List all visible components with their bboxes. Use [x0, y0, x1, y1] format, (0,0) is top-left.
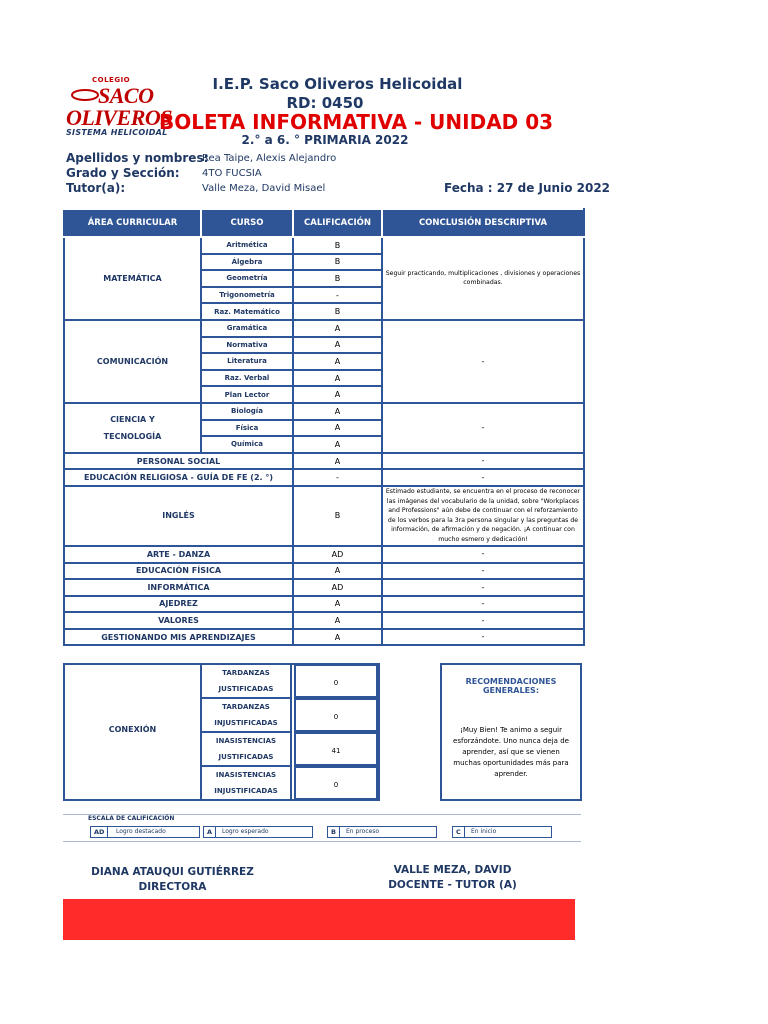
escala-item-a — [203, 826, 313, 838]
conexion-label: CONEXIÓN — [108, 725, 157, 734]
conexion-row-value: 0 — [294, 766, 378, 800]
table-row — [64, 469, 584, 486]
course-grade: - — [293, 287, 382, 304]
subject-personal-social: PERSONAL SOCIAL — [64, 453, 293, 470]
conclusion: - — [382, 629, 584, 646]
course-name: Química — [201, 436, 293, 453]
conclusion-comunicacion: - — [382, 320, 584, 403]
table-row — [64, 563, 584, 580]
course-grade: A — [293, 403, 382, 420]
school-name: I.E.P. Saco Oliveros Helicoidal — [212, 75, 463, 93]
table-row — [64, 596, 584, 613]
conclusion: - — [382, 469, 584, 486]
header-conclusion: CONCLUSIÓN DESCRIPTIVA — [382, 209, 584, 237]
conclusion: - — [382, 579, 584, 596]
conexion-row-line1: INASISTENCIAS — [215, 737, 277, 745]
tutor-label: Tutor(a): — [66, 181, 126, 195]
escala-code: C — [453, 827, 465, 837]
conclusion: - — [382, 563, 584, 580]
report-title: BOLETA INFORMATIVA - UNIDAD 03 — [159, 110, 554, 134]
course-grade: A — [293, 370, 382, 387]
conexion-row-name — [200, 698, 292, 732]
subject-arte: ARTE - DANZA — [64, 546, 293, 563]
subject-valores: VALORES — [64, 612, 293, 629]
course-grade: A — [293, 353, 382, 370]
report-level: 2.° a 6. ° PRIMARIA 2022 — [241, 133, 409, 147]
escala-text: En inicio — [471, 828, 497, 835]
area-ciencia-line1: CIENCIA Y — [110, 414, 155, 424]
course-name: Raz. Matemático — [201, 303, 293, 320]
escala-code: A — [204, 827, 216, 837]
conclusion: - — [382, 453, 584, 470]
conexion-row — [200, 664, 378, 698]
conexion-row-value: 41 — [294, 732, 378, 766]
area-matematica: MATEMÁTICA — [64, 237, 201, 320]
conexion-row-line2: JUSTIFICADAS — [218, 753, 274, 761]
conclusion: - — [382, 546, 584, 563]
subject-informatica: INFORMÁTICA — [64, 579, 293, 596]
course-name: Trigonometría — [201, 287, 293, 304]
escala-code: B — [328, 827, 340, 837]
course-name: Normativa — [201, 337, 293, 354]
table-row — [64, 453, 584, 470]
recomendaciones-text: ¡Muy Bien! Te animo a seguir esforzándote. Uno nunca deja de aprender, así que se vienen muchas oportunidades más para aprender. — [453, 726, 569, 778]
course-name: Gramática — [201, 320, 293, 337]
conclusion-matematica: Seguir practicando, multiplicaciones , divisiones y operaciones combinadas. — [382, 237, 584, 320]
course-name: Raz. Verbal — [201, 370, 293, 387]
escala-code: AD — [91, 827, 108, 837]
escala-title: ESCALA DE CALIFICACIÓN — [88, 815, 175, 822]
report-date: Fecha : 27 de Junio 2022 — [444, 181, 611, 195]
logo-swirl-icon — [70, 88, 100, 102]
director-role: DIRECTORA — [138, 881, 207, 893]
course-grade: A — [293, 453, 382, 470]
subject-gestionando: GESTIONANDO MIS APRENDIZAJES — [64, 629, 293, 646]
course-grade: AD — [293, 579, 382, 596]
logo-saco-text: SACO — [98, 83, 154, 108]
table-row — [64, 579, 584, 596]
escala-item-b — [327, 826, 437, 838]
course-grade: B — [293, 254, 382, 271]
course-grade: B — [293, 237, 382, 254]
footer-red-bar — [63, 899, 575, 940]
conexion-row-line1: TARDANZAS — [222, 703, 270, 711]
conexion-row-line2: INJUSTIFICADAS — [214, 719, 278, 727]
subject-ingles: INGLÉS — [64, 486, 293, 546]
course-name: Plan Lector — [201, 386, 293, 403]
conclusion: - — [382, 596, 584, 613]
table-row — [64, 612, 584, 629]
course-grade: A — [293, 612, 382, 629]
conexion-row-name — [200, 732, 292, 766]
course-name: Literatura — [201, 353, 293, 370]
tutor-value: Valle Meza, David Misael — [202, 183, 326, 194]
escala-text: Logro destacado — [116, 828, 166, 835]
course-grade: A — [293, 337, 382, 354]
escala-text: Logro esperado — [222, 828, 269, 835]
conexion-row-value: 0 — [294, 664, 378, 698]
conexion-row-value: 0 — [294, 698, 378, 732]
table-row — [64, 546, 584, 563]
director-name: DIANA ATAUQUI GUTIÉRREZ — [91, 866, 254, 878]
conclusion-ingles: Estimado estudiante, se encuentra en el proceso de reconocer las imágenes del vocabulario de la unidad, sobre "Workplaces and Professions" aún debe de continuar con el reforzamiento de los verbos para la 3ra persona singular y las preguntas de información, de afirmación y de negación. ¡A continuar con mucho esmero y dedicación! — [382, 486, 584, 546]
conexion-row — [200, 766, 378, 800]
logo-oliveros-text: OLIVEROS — [66, 105, 173, 130]
conexion-row-line1: INASISTENCIAS — [215, 771, 277, 779]
course-grade: A — [293, 420, 382, 437]
area-ciencia-line2: TECNOLOGÍA — [103, 431, 162, 441]
conexion-row — [200, 698, 378, 732]
course-grade: A — [293, 596, 382, 613]
course-grade: A — [293, 436, 382, 453]
course-grade: A — [293, 386, 382, 403]
conexion-row-name — [200, 766, 292, 800]
course-grade: - — [293, 469, 382, 486]
conexion-row-name — [200, 664, 292, 698]
subject-ajedrez: AJEDREZ — [64, 596, 293, 613]
name-label: Apellidos y nombres: — [66, 151, 209, 165]
resolution-number: RD: 0450 — [286, 94, 364, 112]
name-value: Rea Taipe, Alexis Alejandro — [202, 153, 337, 164]
course-grade: A — [293, 320, 382, 337]
escala-item-ad — [90, 826, 200, 838]
course-grade: AD — [293, 546, 382, 563]
course-name: Aritmética — [201, 237, 293, 254]
table-row — [64, 403, 584, 420]
grades-table — [63, 208, 585, 646]
course-grade: B — [293, 270, 382, 287]
course-grade: A — [293, 629, 382, 646]
table-row — [64, 629, 584, 646]
logo-colegio-text: COLEGIO — [92, 76, 131, 84]
header-curso: CURSO — [201, 209, 293, 237]
course-grade: B — [293, 303, 382, 320]
table-row — [64, 237, 584, 254]
header-area: ÁREA CURRICULAR — [64, 209, 201, 237]
table-header-row — [64, 209, 584, 237]
conclusion: - — [382, 612, 584, 629]
conclusion-ciencia: - — [382, 403, 584, 453]
logo-sistema-text: SISTEMA HELICOIDAL — [66, 128, 168, 137]
course-name: Álgebra — [201, 254, 293, 271]
tutor-name: VALLE MEZA, DAVID — [393, 864, 512, 876]
grade-value: 4TO FUCSIA — [202, 168, 262, 179]
course-name: Geometría — [201, 270, 293, 287]
course-grade: B — [293, 486, 382, 546]
table-row — [64, 320, 584, 337]
recomendaciones-title: RECOMENDACIONES GENERALES: — [465, 677, 557, 695]
area-ciencia — [64, 403, 201, 453]
course-grade: A — [293, 563, 382, 580]
header-calificacion: CALIFICACIÓN — [293, 209, 382, 237]
course-name: Biología — [201, 403, 293, 420]
escala-text: En proceso — [346, 828, 380, 835]
area-comunicacion: COMUNICACIÓN — [64, 320, 201, 403]
tutor-role: DOCENTE - TUTOR (A) — [388, 879, 517, 891]
subject-ed-fisica: EDUCACIÓN FÍSICA — [64, 563, 293, 580]
escala-item-c — [452, 826, 552, 838]
course-name: Física — [201, 420, 293, 437]
conexion-row-line2: INJUSTIFICADAS — [214, 787, 278, 795]
conexion-row-line1: TARDANZAS — [222, 669, 270, 677]
conexion-row-line2: JUSTIFICADAS — [218, 685, 274, 693]
grade-label: Grado y Sección: — [66, 166, 180, 180]
table-row — [64, 486, 584, 546]
subject-religiosa: EDUCACIÓN RELIGIOSA - GUÍA DE FE (2. °) — [64, 469, 293, 486]
conexion-row — [200, 732, 378, 766]
